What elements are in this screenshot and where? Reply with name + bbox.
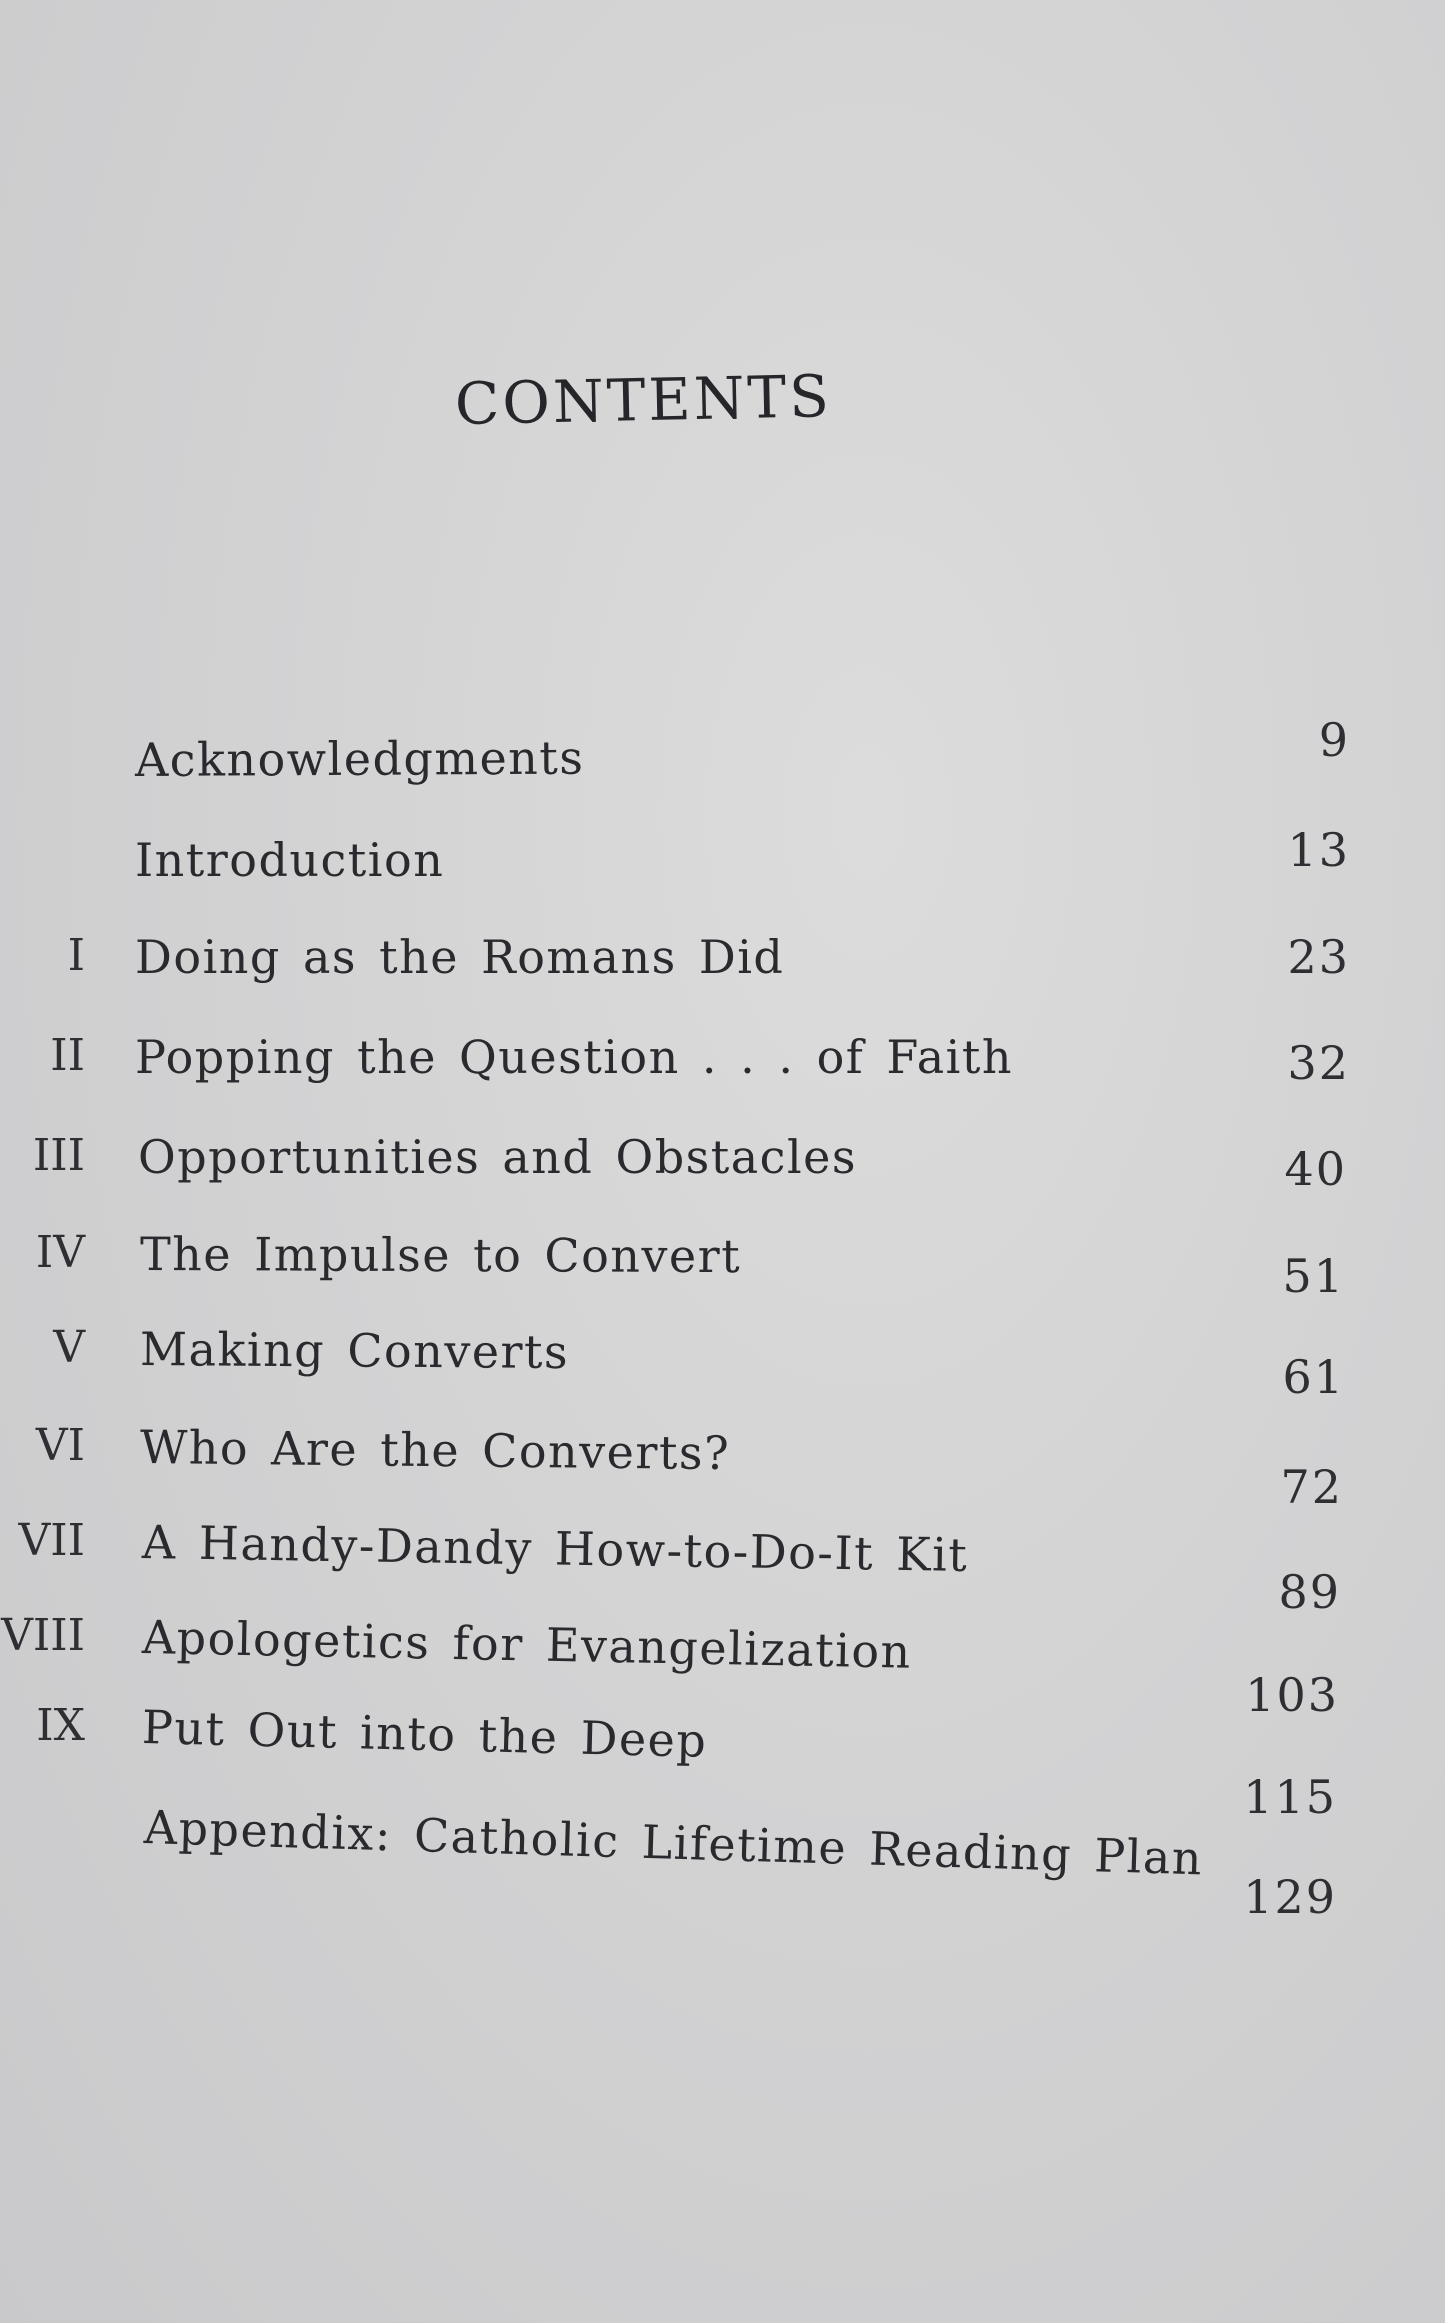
page-number: 40 bbox=[1284, 1142, 1347, 1196]
toc-entry-acknowledgments bbox=[0, 713, 1445, 793]
chapter-title: Apologetics for Evangelization bbox=[141, 1610, 913, 1679]
chapter-numeral: II bbox=[50, 1030, 85, 1081]
chapter-title: Making Converts bbox=[139, 1322, 570, 1379]
toc-entry-appendix bbox=[0, 1800, 1445, 1924]
chapter-title: Acknowledgments bbox=[134, 730, 585, 787]
chapter-numeral: V bbox=[53, 1322, 85, 1373]
page-number: 13 bbox=[1287, 823, 1350, 877]
chapter-title: A Handy-Dandy How-to-Do-It Kit bbox=[141, 1515, 969, 1582]
chapter-numeral: VIII bbox=[1, 1610, 85, 1661]
page-number: 129 bbox=[1243, 1870, 1337, 1924]
toc-entry-chapter-9 bbox=[0, 1700, 1445, 1824]
chapter-numeral: III bbox=[32, 1130, 85, 1181]
page-number: 23 bbox=[1287, 930, 1350, 984]
page-title: CONTENTS bbox=[454, 362, 833, 438]
toc-entry-chapter-7 bbox=[0, 1515, 1445, 1619]
page-number: 89 bbox=[1278, 1565, 1341, 1619]
chapter-numeral: VII bbox=[18, 1515, 85, 1566]
chapter-title: Appendix: Catholic Lifetime Reading Plan bbox=[143, 1800, 1204, 1886]
toc-entry-chapter-5 bbox=[0, 1322, 1445, 1404]
chapter-numeral: I bbox=[67, 930, 85, 981]
toc-entry-chapter-4 bbox=[0, 1227, 1445, 1303]
chapter-title: Opportunities and Obstacles bbox=[138, 1130, 857, 1184]
chapter-title: Who Are the Converts? bbox=[139, 1420, 731, 1481]
chapter-title: Doing as the Romans Did bbox=[135, 930, 785, 984]
chapter-title: Introduction bbox=[135, 833, 445, 887]
chapter-numeral: VI bbox=[35, 1420, 85, 1471]
toc-entry-chapter-6 bbox=[0, 1420, 1445, 1514]
page-number: 51 bbox=[1282, 1249, 1345, 1303]
toc-entry-chapter-2 bbox=[0, 1030, 1445, 1090]
page-number: 103 bbox=[1245, 1668, 1339, 1722]
chapter-numeral: IX bbox=[36, 1700, 85, 1751]
page-number: 115 bbox=[1243, 1770, 1337, 1824]
chapter-title: Popping the Question . . . of Faith bbox=[135, 1030, 1013, 1084]
toc-entry-introduction bbox=[0, 823, 1445, 893]
page-number: 32 bbox=[1287, 1036, 1350, 1090]
page-number: 61 bbox=[1282, 1350, 1345, 1404]
chapter-title: The Impulse to Convert bbox=[139, 1227, 742, 1284]
page-number: 72 bbox=[1280, 1460, 1343, 1514]
toc-entry-chapter-8 bbox=[0, 1610, 1445, 1722]
toc-entry-chapter-3 bbox=[0, 1130, 1445, 1196]
chapter-numeral: IV bbox=[35, 1227, 85, 1278]
page-number: 9 bbox=[1318, 713, 1350, 767]
toc-entry-chapter-1 bbox=[0, 930, 1445, 990]
chapter-title: Put Out into the Deep bbox=[141, 1700, 708, 1768]
